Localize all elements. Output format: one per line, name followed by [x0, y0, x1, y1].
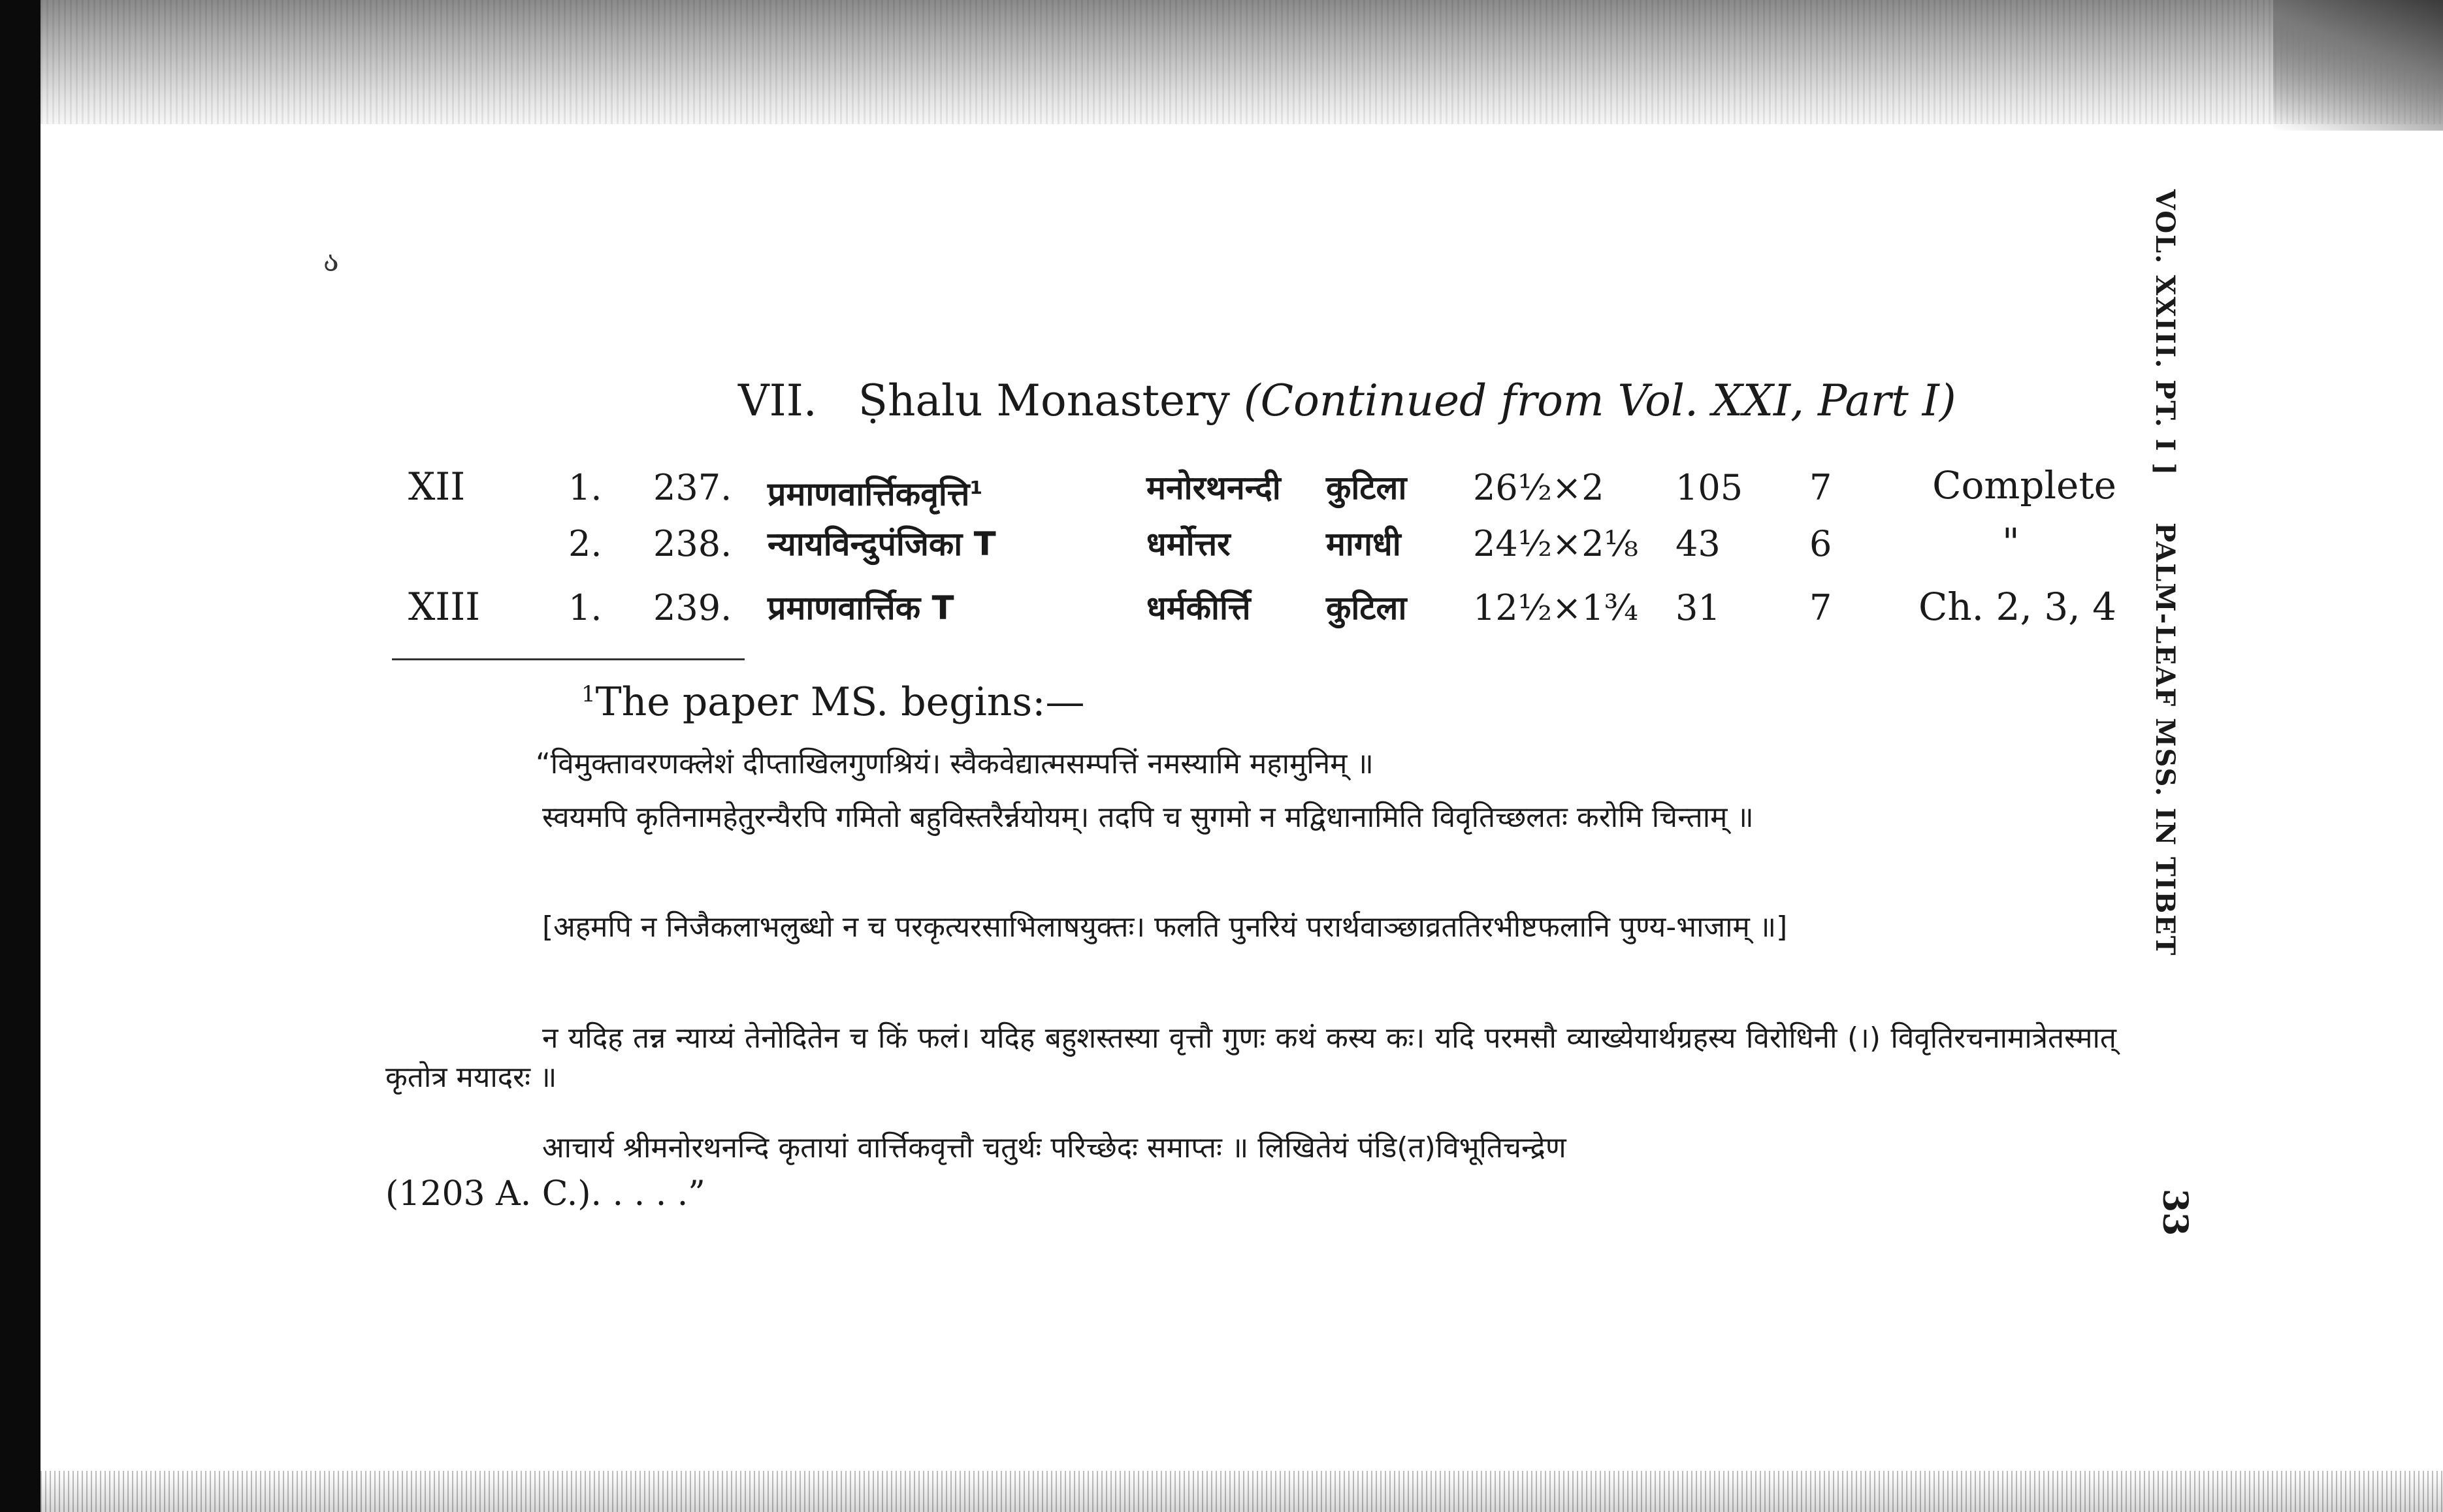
number-cell: 1. — [568, 587, 602, 628]
scan-noise-bottom — [40, 1471, 2443, 1512]
footnote-paragraph: (1203 A. C.). . . . .” — [385, 1174, 705, 1214]
leaves-cell: 43 — [1675, 523, 1721, 564]
number-cell: 1. — [568, 467, 602, 508]
bundle-cell: XII — [408, 464, 466, 509]
leaves-cell: 31 — [1675, 587, 1721, 628]
footnote-paragraph: न यदिह तन्न न्याय्यं तेनोदितेन च किं फलं। यदिह बहुशस्तस्या वृत्तौ गुणः कथं कस्य कः। यदि परमसौ व्याख्येयार्थग्रहस्य विरोधिनी (।) विवृतिरचनामात्रेतस्मात् कृतोत्र मयादरः ॥ — [385, 1021, 2116, 1094]
title-note: (Continued from Vol. XXI, Part I) — [1243, 376, 1956, 426]
work-cell: प्रमाणवार्त्तिक T — [768, 589, 954, 627]
author-cell: मनोरथनन्दी — [1146, 469, 1281, 507]
lines-cell: 7 — [1809, 587, 1832, 628]
size-cell: 12½×1¾ — [1473, 587, 1638, 628]
lines-cell: 7 — [1809, 467, 1832, 508]
size-cell: 26½×2 — [1473, 467, 1604, 508]
serial-cell: 238. — [653, 523, 732, 564]
title-roman: VII. — [738, 376, 817, 426]
running-title: PALM-LEAF MSS. IN TIBET — [2150, 523, 2180, 957]
leaves-cell: 105 — [1675, 467, 1743, 508]
footnote-paragraph: स्वयमपि कृतिनामहेतुरन्यैरपि गमितो बहुविस्तरैर्न्नयोयम्। तदपि च सुगमो न मद्विधानामिति विवृतिच्छलतः करोमि चिन्ताम् ॥ — [542, 801, 1754, 834]
scan-noise-top — [40, 0, 2443, 124]
author-cell: धर्मकीर्त्ति — [1146, 589, 1251, 627]
section-title — [738, 376, 1956, 426]
footnote-heading: $^1$The paper MS. begins:— — [581, 679, 1085, 725]
footnote-rule — [392, 658, 745, 660]
stray-mark: ა — [323, 245, 339, 278]
bundle-cell: XIII — [408, 585, 481, 629]
remarks-cell: " — [2002, 520, 2020, 564]
number-cell: 2. — [568, 523, 602, 564]
author-cell: धर्मोत्तर — [1146, 525, 1231, 563]
title-name: Ṣhalu Monastery — [858, 376, 1230, 426]
footnote-paragraph: “विमुक्तावरणक्लेशं दीप्ताखिलगुणश्रियं। स्वैकवेद्यात्मसम्पत्तिं नमस्यामि महामुनिम् ॥ — [536, 747, 1374, 780]
serial-cell: 237. — [653, 467, 732, 508]
footnote-paragraph: [अहमपि न निजैकलाभलुब्धो न च परकृत्यरसाभिलाषयुक्तः। फलति पुनरियं परार्थवाञ्छाव्रततिरभीष्टफलानि पुण्य-भाजाम् ॥] — [542, 910, 1788, 944]
footnote-paragraph: आचार्य श्रीमनोरथनन्दि कृतायां वार्त्तिकवृत्तौ चतुर्थः परिच्छेदः समाप्तः ॥ लिखितेयं पंडि(त)विभूतिचन्द्रेण — [542, 1131, 1566, 1165]
remarks-cell: Ch. 2, 3, 4 — [1918, 585, 2116, 629]
work-cell: न्यायविन्दुपंजिका T — [768, 525, 996, 563]
work-cell: प्रमाणवार्त्तिकवृत्ति$^1$ — [768, 475, 982, 513]
script-cell: कुटिला — [1326, 589, 1407, 627]
script-cell: कुटिला — [1326, 469, 1407, 507]
scan-shadow-corner — [2273, 0, 2443, 131]
size-cell: 24½×2⅛ — [1473, 523, 1638, 564]
scan-edge-left — [0, 0, 40, 1512]
page-number: 33 — [2155, 1189, 2195, 1236]
lines-cell: 6 — [1809, 523, 1832, 564]
script-cell: मागधी — [1326, 525, 1401, 563]
volume-label: VOL. XXIII. PT. I ] — [2150, 189, 2180, 477]
remarks-cell: Complete — [1932, 463, 2116, 507]
serial-cell: 239. — [653, 587, 732, 628]
